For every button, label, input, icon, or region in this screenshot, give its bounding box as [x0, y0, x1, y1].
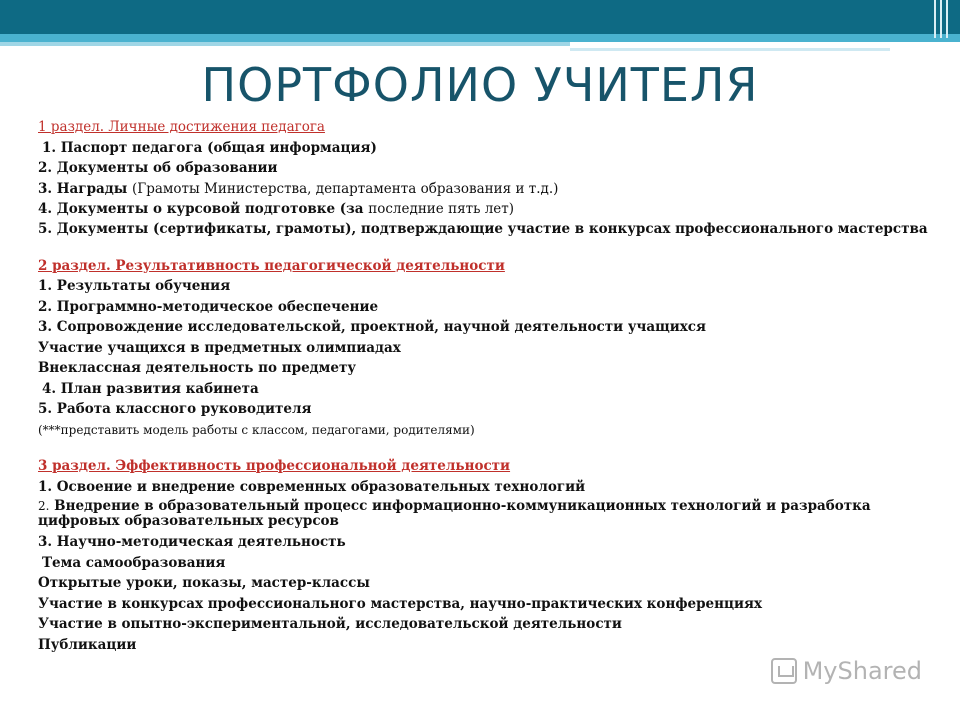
- section1-item-2: 2. Документы об образовании: [38, 160, 278, 176]
- section1-heading: 1 раздел. Личные достижения педагога: [38, 119, 325, 135]
- section3-item-8: Публикации: [38, 636, 137, 653]
- section2-item-4: Участие учащихся в предметных олимпиадах: [38, 339, 401, 356]
- watermark: [771, 657, 922, 685]
- section3-item-3: 3. Научно-методическая деятельность: [38, 534, 346, 550]
- section2-item-2: 2. Программно-методическое обеспечение: [38, 298, 379, 315]
- section2-item-5: Внеклассная деятельность по предмету: [38, 360, 356, 376]
- slide-title: ПОРТФОЛИО УЧИТЕЛЯ: [201, 58, 759, 112]
- section1-item-3: [38, 179, 938, 200]
- section2-item-7: 5. Работа классного руководителя: [38, 401, 312, 417]
- section3-item-2-text: Внедрение в образовательный процесс информационно-коммуникационных технологий и разработка цифровых образовательных ресурсов: [38, 498, 871, 529]
- section1-item-3-label: 3. Награды: [38, 180, 128, 197]
- section3-item-2-number: 2.: [38, 499, 50, 513]
- section3-item-1: 1. Освоение и внедрение современных образовательных технологий: [38, 478, 586, 495]
- header-stripe: [0, 34, 960, 42]
- section3-item-5: Открытые уроки, показы, мастер-классы: [38, 575, 370, 591]
- section3-item-7: Участие в опытно-экспериментальной, исследовательской деятельности: [38, 616, 622, 632]
- watermark-text: MyShared: [802, 657, 922, 685]
- section2-item-3: 3. Сопровождение исследовательской, проектной, научной деятельности учащихся: [38, 319, 706, 335]
- header-stripe-light: [0, 42, 570, 46]
- header-band: [0, 0, 960, 34]
- slide-content: [38, 117, 938, 655]
- section1-item-4-detail: последние пять лет): [368, 201, 515, 217]
- section2-heading: 2 раздел. Результативность педагогической деятельности: [38, 257, 505, 274]
- section2-note: (***представить модель работы с классом, педагогами, родителями): [38, 422, 475, 437]
- section1-item-3-detail: (Грамоты Министерства, департамента образования и т.д.): [132, 180, 559, 197]
- section3-item-4: Тема самообразования: [42, 554, 226, 571]
- section2-item-1: 1. Результаты обучения: [38, 278, 231, 294]
- section3-heading: 3 раздел. Эффективность профессиональной деятельности: [38, 458, 511, 474]
- section1-item-5: 5. Документы (сертификаты, грамоты), подтверждающие участие в конкурсах профессионального мастерства: [38, 220, 928, 237]
- myshared-logo-icon: [771, 658, 797, 684]
- section1-item-4: [38, 199, 938, 220]
- corner-decoration: [932, 0, 952, 38]
- section1-item-4-label: 4. Документы о курсовой подготовке (за: [38, 201, 364, 217]
- section1-item-1: 1. Паспорт педагога (общая информация): [42, 139, 377, 156]
- section3-item-6: Участие в конкурсах профессионального мастерства, научно-практических конференциях: [38, 595, 763, 612]
- section3-item-2: [38, 499, 938, 529]
- header-stripe-faint: [570, 48, 890, 51]
- section2-item-6: 4. План развития кабинета: [42, 380, 259, 397]
